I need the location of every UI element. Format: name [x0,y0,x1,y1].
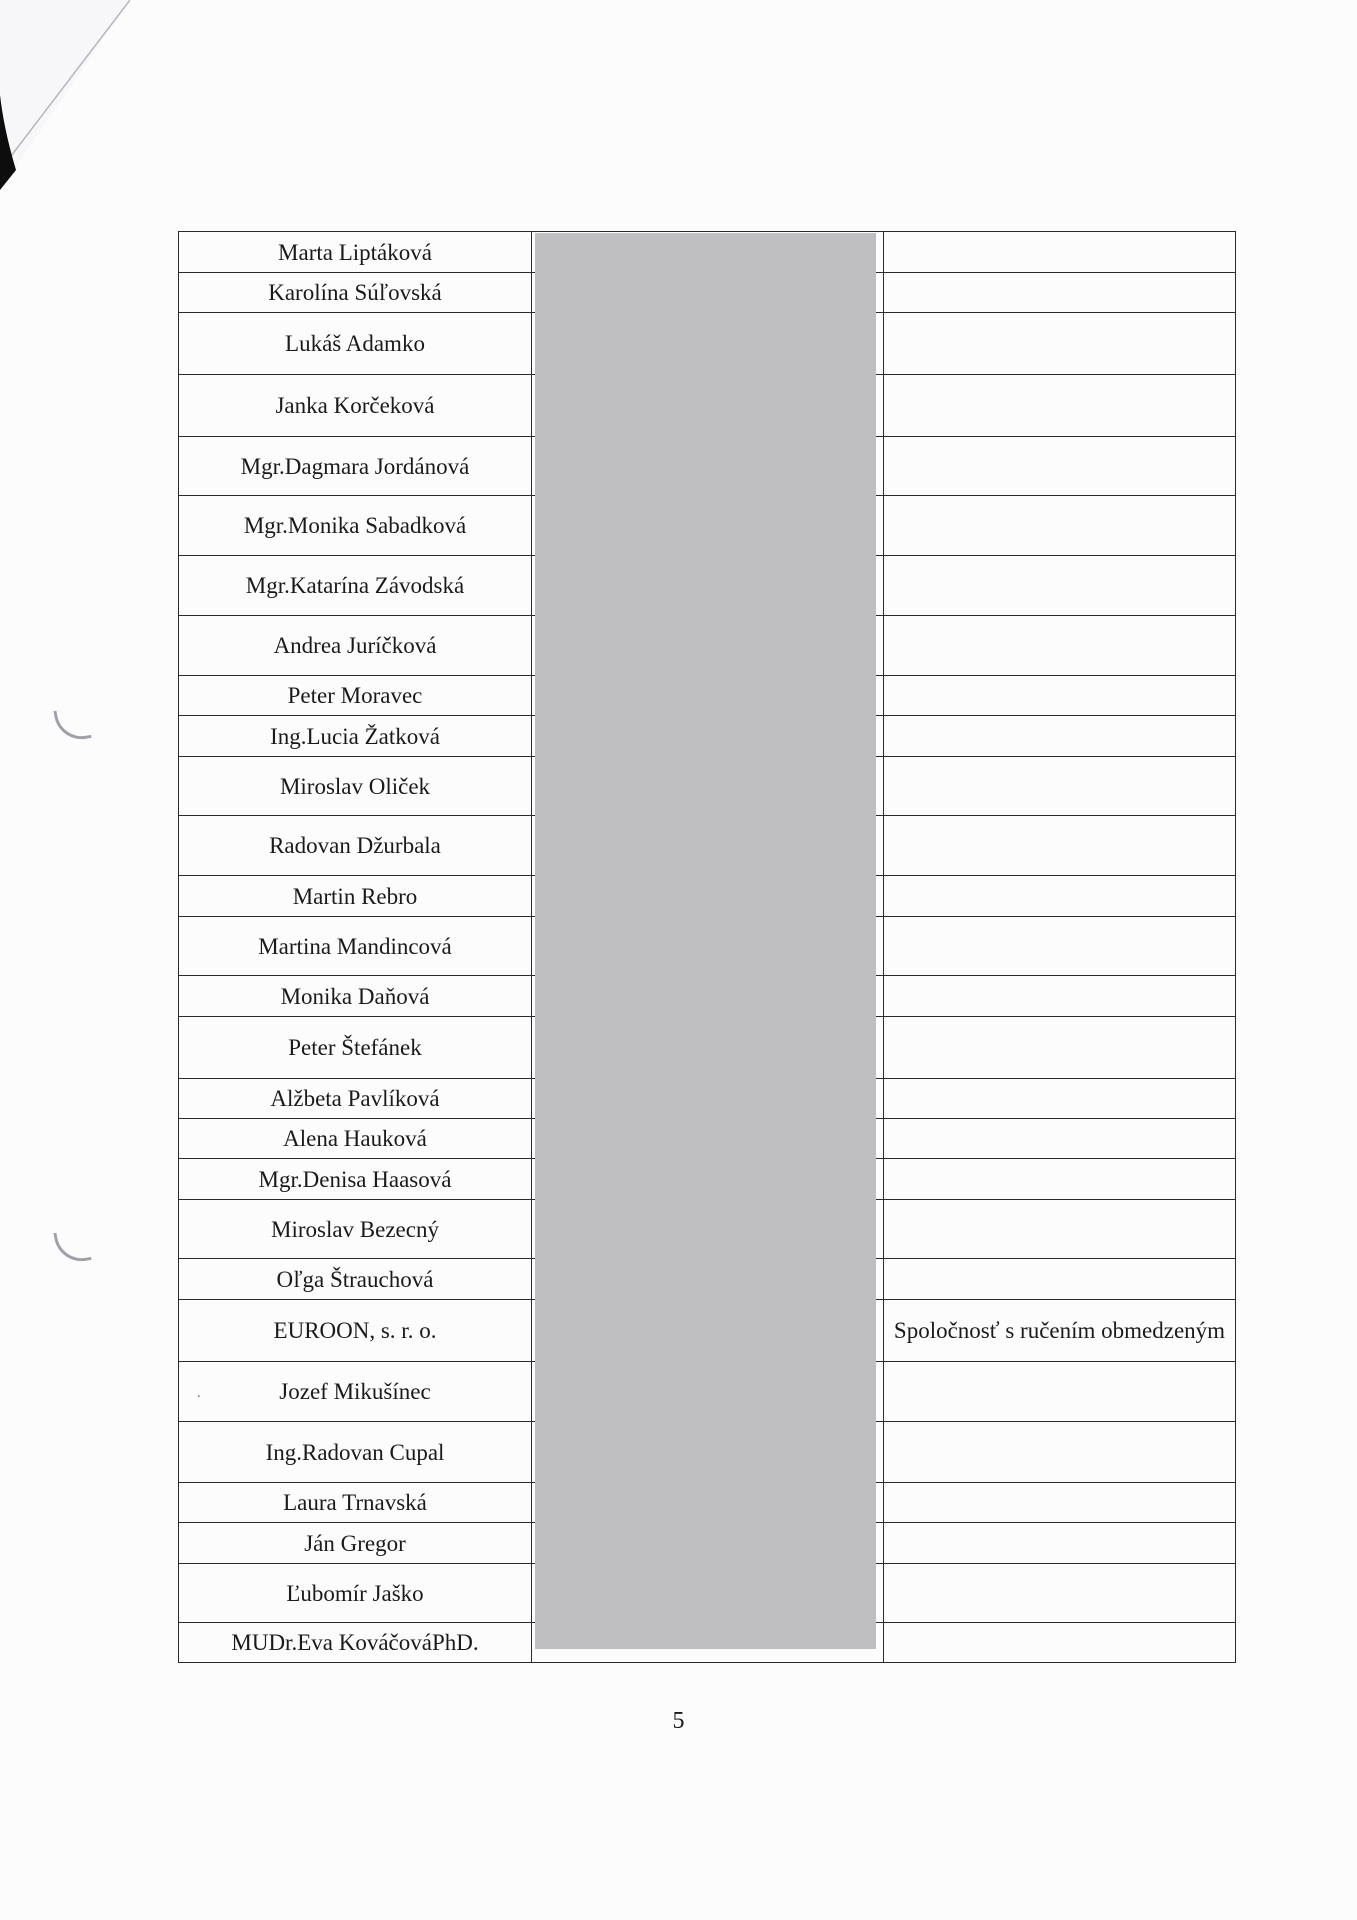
name-cell: Oľga Štrauchová [179,1259,532,1300]
name-cell: Ing.Lucia Žatková [179,716,532,757]
note-cell [884,1564,1236,1623]
name-cell: Mgr.Monika Sabadková [179,496,532,556]
name-cell: Ján Gregor [179,1523,532,1564]
note-cell [884,375,1236,437]
redaction-block [535,233,876,1649]
name-cell: Mgr.Dagmara Jordánová [179,437,532,496]
note-cell [884,437,1236,496]
note-cell [884,556,1236,616]
note-cell [884,676,1236,716]
name-cell: Marta Liptáková [179,232,532,273]
name-cell: Peter Moravec [179,676,532,716]
punch-hole [53,1227,91,1265]
punch-hole [53,705,91,743]
name-cell: EUROON, s. r. o. [179,1300,532,1362]
name-cell: Ing.Radovan Cupal [179,1422,532,1483]
name-cell: Miroslav Oliček [179,757,532,816]
note-cell [884,1623,1236,1663]
name-cell: Lukáš Adamko [179,313,532,375]
note-cell [884,1079,1236,1119]
note-cell [884,816,1236,876]
name-cell: Martin Rebro [179,876,532,917]
note-cell [884,757,1236,816]
note-cell [884,1017,1236,1079]
note-cell [884,232,1236,273]
name-cell: Laura Trnavská [179,1483,532,1523]
note-cell [884,1362,1236,1422]
note-cell: Spoločnosť s ručením obmedzeným [884,1300,1236,1362]
note-cell [884,1200,1236,1259]
name-cell: Peter Štefánek [179,1017,532,1079]
name-cell: Mgr.Katarína Závodská [179,556,532,616]
note-cell [884,976,1236,1017]
note-cell [884,716,1236,757]
note-cell [884,1259,1236,1300]
name-cell: Alžbeta Pavlíková [179,1079,532,1119]
note-cell [884,1483,1236,1523]
note-cell [884,1119,1236,1159]
note-cell [884,496,1236,556]
name-cell: MUDr.Eva KováčováPhD. [179,1623,532,1663]
stray-mark: . [197,1386,201,1401]
name-cell: Andrea Juríčková [179,616,532,676]
note-cell [884,1523,1236,1564]
page-number: 5 [672,1708,685,1734]
name-cell: Martina Mandincová [179,917,532,976]
note-cell [884,313,1236,375]
note-cell [884,616,1236,676]
note-cell [884,1159,1236,1200]
note-cell [884,917,1236,976]
note-cell [884,273,1236,313]
name-cell: Ľubomír Jaško [179,1564,532,1623]
name-cell: Monika Daňová [179,976,532,1017]
name-cell: Jozef Mikušínec [179,1362,532,1422]
name-cell: Alena Hauková [179,1119,532,1159]
note-cell [884,1422,1236,1483]
name-cell: Mgr.Denisa Haasová [179,1159,532,1200]
note-cell [884,876,1236,917]
name-cell: Miroslav Bezecný [179,1200,532,1259]
name-cell: Janka Korčeková [179,375,532,437]
folded-corner-shadow [0,0,130,190]
name-cell: Karolína Súľovská [179,273,532,313]
name-cell: Radovan Džurbala [179,816,532,876]
